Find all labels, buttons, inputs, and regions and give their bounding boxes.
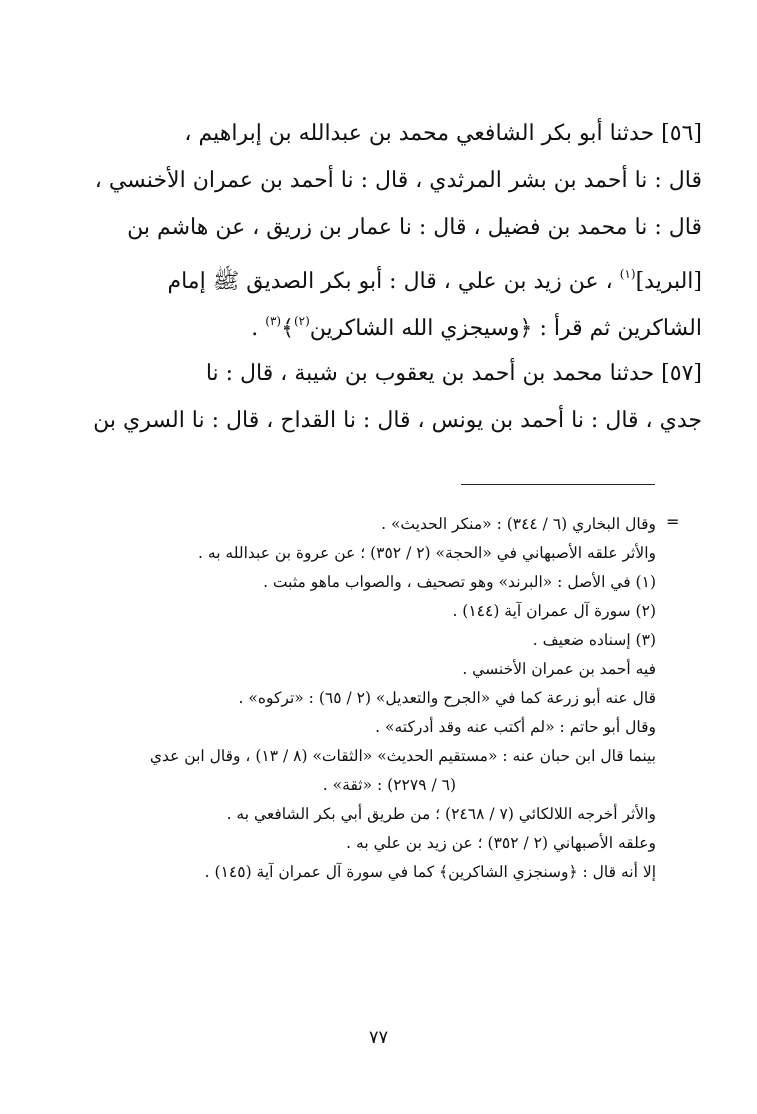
footnote-line: إلا أنه قال : ﴿وسنجزي الشاكرين﴾ كما في سورة آل عمران آية (١٤٥) .: [204, 863, 656, 881]
footnotes-block: [70, 510, 656, 887]
line-5-end: .: [251, 316, 266, 341]
footnote-line: والأثر علقه الأصبهاني في «الحجة» (٢ / ٣٥٢) ؛ عن عروة بن عبدالله به .: [198, 544, 656, 562]
paragraph-56-line-5: [40, 298, 702, 345]
quran-close-bracket: ﴾: [281, 316, 294, 341]
main-text-block: [40, 110, 702, 444]
footnote-ref-2: (٢): [293, 314, 310, 328]
footnote-ref-1: (١): [619, 267, 636, 281]
bracketed-word: [البريد]: [635, 269, 702, 294]
line-5-text: الشاكرين ثم قرأ : ﴿وسيجزي الله الشاكرين: [309, 316, 702, 341]
footnote-line: فيه أحمد بن عمران الأخنسي .: [462, 660, 656, 678]
paragraph-56-line-2: قال : نا أحمد بن بشر المرثدي ، قال : نا أحمد بن عمران الأخنسي ،: [94, 168, 702, 193]
footnote-line: والأثر أخرجه اللالكائي (٧ / ٢٤٦٨) ؛ من طريق أبي بكر الشافعي به .: [226, 805, 656, 823]
paragraph-56-line-1: [٥٦] حدثنا أبو بكر الشافعي محمد بن عبدالله بن إبراهيم ،: [184, 121, 702, 146]
page-number: ٧٧: [368, 1027, 389, 1048]
paragraph-56-line-4: [40, 251, 702, 298]
footnote-2: (٢) سورة آل عمران آية (١٤٤) .: [452, 602, 656, 620]
footnote-divider: [461, 484, 655, 485]
footnote-line: وقال أبو حاتم : «لم أكتب عنه وقد أدركته» .: [375, 718, 656, 736]
footnote-3: (٣) إسناده ضعيف .: [532, 631, 656, 649]
footnote-line: وقال البخاري (٦ / ٣٤٤) : «منكر الحديث» .: [381, 515, 656, 533]
footnote-line: قال عنه أبو زرعة كما في «الجرح والتعديل» (٢ / ٦٥) : «تركوه» .: [238, 689, 656, 707]
paragraph-57-line-2: جدي ، قال : نا أحمد بن يونس ، قال : نا القداح ، قال : نا السري بن: [93, 408, 702, 433]
footnote-ref-3: (٣): [265, 314, 282, 328]
footnote-line: وعلقه الأصبهاني (٢ / ٣٥٢) ؛ عن زيد بن علي به .: [346, 834, 656, 852]
footnote-1: (١) في الأصل : «البرند» وهو تصحيف ، والصواب ماهو مثبت .: [263, 573, 656, 591]
footnote-line: (٦ / ٢٢٧٩) : «ثقة» .: [322, 776, 456, 794]
paragraph-56-line-3: قال : نا محمد بن فضيل ، قال : نا عمار بن زريق ، عن هاشم بن: [127, 215, 702, 240]
continuation-mark: =: [666, 512, 680, 531]
line-4-text: ، عن زيد بن علي ، قال : أبو بكر الصديق ﷺ إمام: [167, 269, 620, 294]
paragraph-57-line-1: [٥٧] حدثنا محمد بن أحمد بن يعقوب بن شيبة ، قال : نا: [205, 361, 702, 386]
footnote-line: بينما قال ابن حبان عنه : «مستقيم الحديث» «الثقات» (٨ / ١٣) ، وقال ابن عدي: [149, 747, 656, 765]
